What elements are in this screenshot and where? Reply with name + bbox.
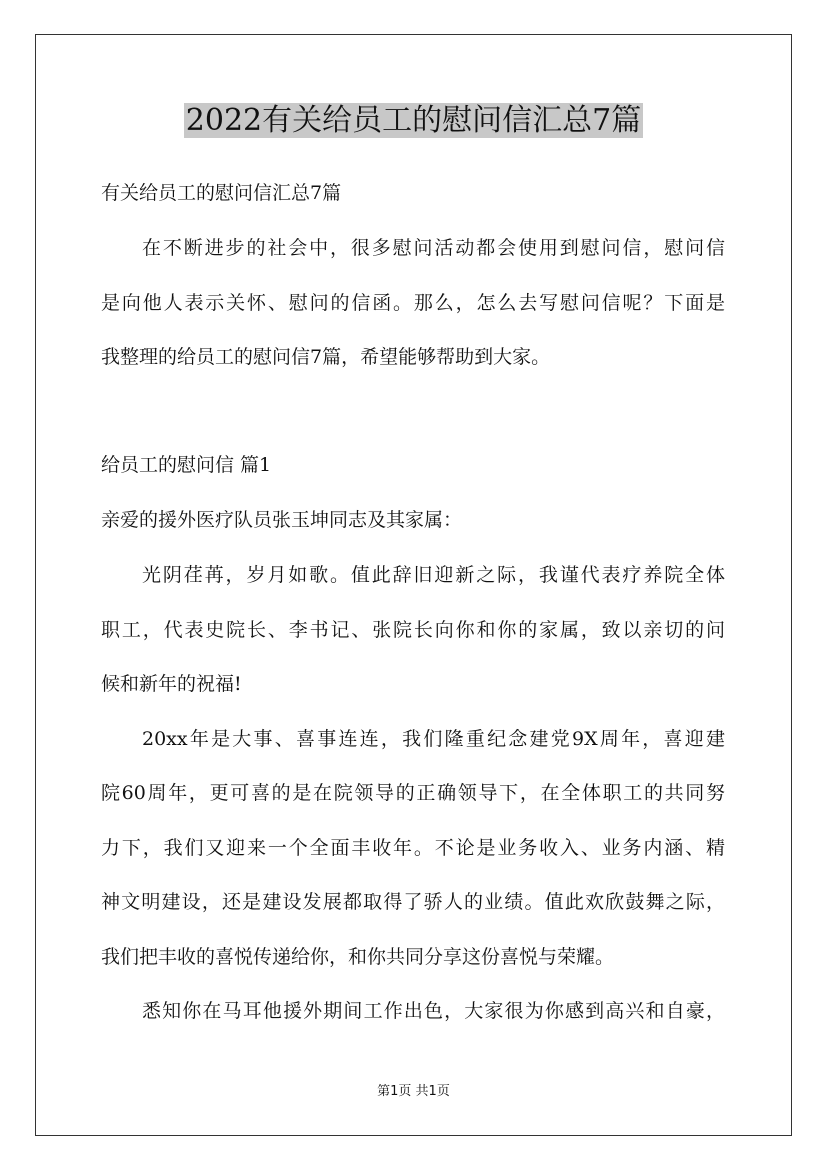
section-heading: 给员工的慰问信 篇1 xyxy=(101,454,272,476)
para1-line-2: 职工，代表史院长、李书记、张院长向你和你的家属，致以亲切的问 xyxy=(101,619,725,641)
intro-line-2: 是向他人表示关怀、慰问的信函。那么，怎么去写慰问信呢？下面是 xyxy=(101,292,725,314)
intro-line-3: 我整理的给员工的慰问信7篇，希望能够帮助到大家。 xyxy=(101,346,551,368)
document-title xyxy=(0,98,827,144)
para2-line-3: 力下，我们又迎来一个全面丰收年。不论是业务收入、业务内涵、精 xyxy=(101,837,725,859)
para2-line-1: 20xx年是大事、喜事连连，我们隆重纪念建党9X周年，喜迎建 xyxy=(142,728,725,750)
para2-line-5: 我们把丰收的喜悦传递给你，和你共同分享这份喜悦与荣耀。 xyxy=(101,946,615,968)
page-footer: 第1页 共1页 xyxy=(377,1084,450,1099)
para3-line-1: 悉知你在马耳他援外期间工作出色，大家很为你感到高兴和自豪， xyxy=(142,1000,725,1022)
para2-line-4: 神文明建设，还是建设发展都取得了骄人的业绩。值此欢欣鼓舞之际， xyxy=(101,891,725,913)
document-title-text: 2022有关给员工的慰问信汇总7篇 xyxy=(185,103,642,138)
para1-line-1: 光阴荏苒，岁月如歌。值此辞旧迎新之际，我谨代表疗养院全体 xyxy=(142,564,725,586)
salutation: 亲爱的援外医疗队员张玉坤同志及其家属： xyxy=(101,509,463,531)
para1-line-3: 候和新年的祝福! xyxy=(101,673,242,695)
document-subtitle: 有关给员工的慰问信汇总7篇 xyxy=(101,182,342,204)
intro-line-1: 在不断进步的社会中，很多慰问活动都会使用到慰问信，慰问信 xyxy=(142,237,725,259)
para2-line-2: 院60周年，更可喜的是在院领导的正确领导下，在全体职工的共同努 xyxy=(101,782,725,804)
